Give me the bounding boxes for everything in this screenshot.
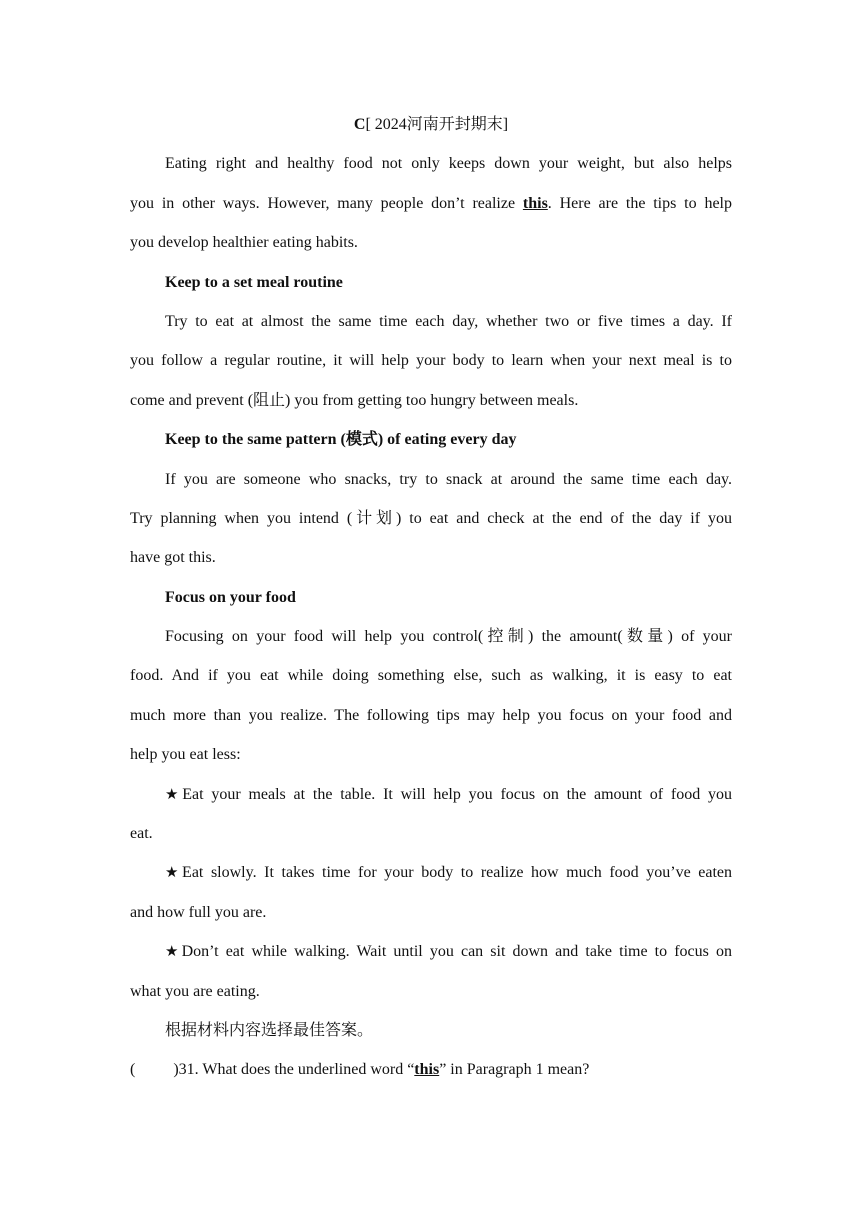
intro-line-1: Eating right and healthy food not only keeps down your weight, but also helps	[165, 155, 732, 173]
question-text-end: ” in Paragraph 1 mean?	[439, 1061, 590, 1079]
tip-2-line-2: and how full you are.	[130, 903, 267, 921]
section-heading-meal-routine: Keep to a set meal routine	[165, 273, 343, 291]
tip-1-line-1	[130, 775, 732, 814]
tip-2-line-1	[130, 853, 732, 892]
section1-line-1: Try to eat at almost the same time each day, whether two or five times a day. If	[165, 312, 732, 330]
section3-line-1: Focusing on your food will help you control(控制) the amount(数量) of your	[165, 628, 732, 646]
section1-line-2: you follow a regular routine, it will help your body to learn when your next meal is to	[130, 352, 732, 370]
tip-3-line-2: what you are eating.	[130, 982, 260, 1000]
tip-3-line-1	[130, 932, 732, 971]
intro-line-2-start: you in other ways. However, many people don’t realize	[130, 194, 523, 212]
question-text-start: )31. What does the underlined word “	[173, 1061, 415, 1079]
question-31	[130, 1050, 732, 1089]
tip-1-text: Eat your meals at the table. It will help you focus on the amount of food you	[182, 785, 732, 803]
document-page	[130, 105, 732, 1090]
section3-line-2: food. And if you eat while doing something else, such as walking, it is easy to eat	[130, 667, 732, 685]
intro-line-3: you develop healthier eating habits.	[130, 234, 358, 252]
star-icon: ★	[165, 863, 183, 882]
star-icon: ★	[165, 784, 183, 803]
answer-paren-open: (	[130, 1061, 136, 1079]
underlined-word-this: this	[522, 194, 548, 212]
question-underlined-this: this	[414, 1061, 440, 1079]
passage-letter: C	[353, 116, 366, 133]
section2-line-1: If you are someone who snacks, try to snack at around the same time each day.	[165, 470, 732, 488]
tip-3-text: Don’t eat while walking. Wait until you can sit down and take time to focus on	[181, 943, 732, 961]
intro-line-2-end: . Here are the tips to help	[547, 194, 732, 212]
section3-line-4: help you eat less:	[130, 746, 241, 764]
section2-line-2: Try planning when you intend (计划) to eat and check at the end of the day if you	[130, 509, 732, 527]
section3-line-3: much more than you realize. The following tips may help you focus on your food and	[130, 706, 732, 724]
section-heading-focus-food: Focus on your food	[165, 588, 296, 606]
instruction-line: 根据材料内容选择最佳答案。	[165, 1021, 374, 1039]
section-heading-same-pattern: Keep to the same pattern (模式) of eating every day	[165, 431, 517, 449]
tip-1-line-2: eat.	[130, 825, 153, 843]
tip-2-text: Eat slowly. It takes time for your body to realize how much food you’ve eaten	[182, 864, 733, 882]
section2-line-3: have got this.	[130, 549, 216, 567]
section1-line-3: come and prevent (阻止) you from getting too hungry between meals.	[130, 391, 579, 409]
intro-line-2	[130, 184, 732, 223]
passage-source: [ 2024河南开封期末]	[365, 116, 509, 133]
star-icon: ★	[165, 942, 182, 961]
passage-title	[130, 105, 732, 144]
